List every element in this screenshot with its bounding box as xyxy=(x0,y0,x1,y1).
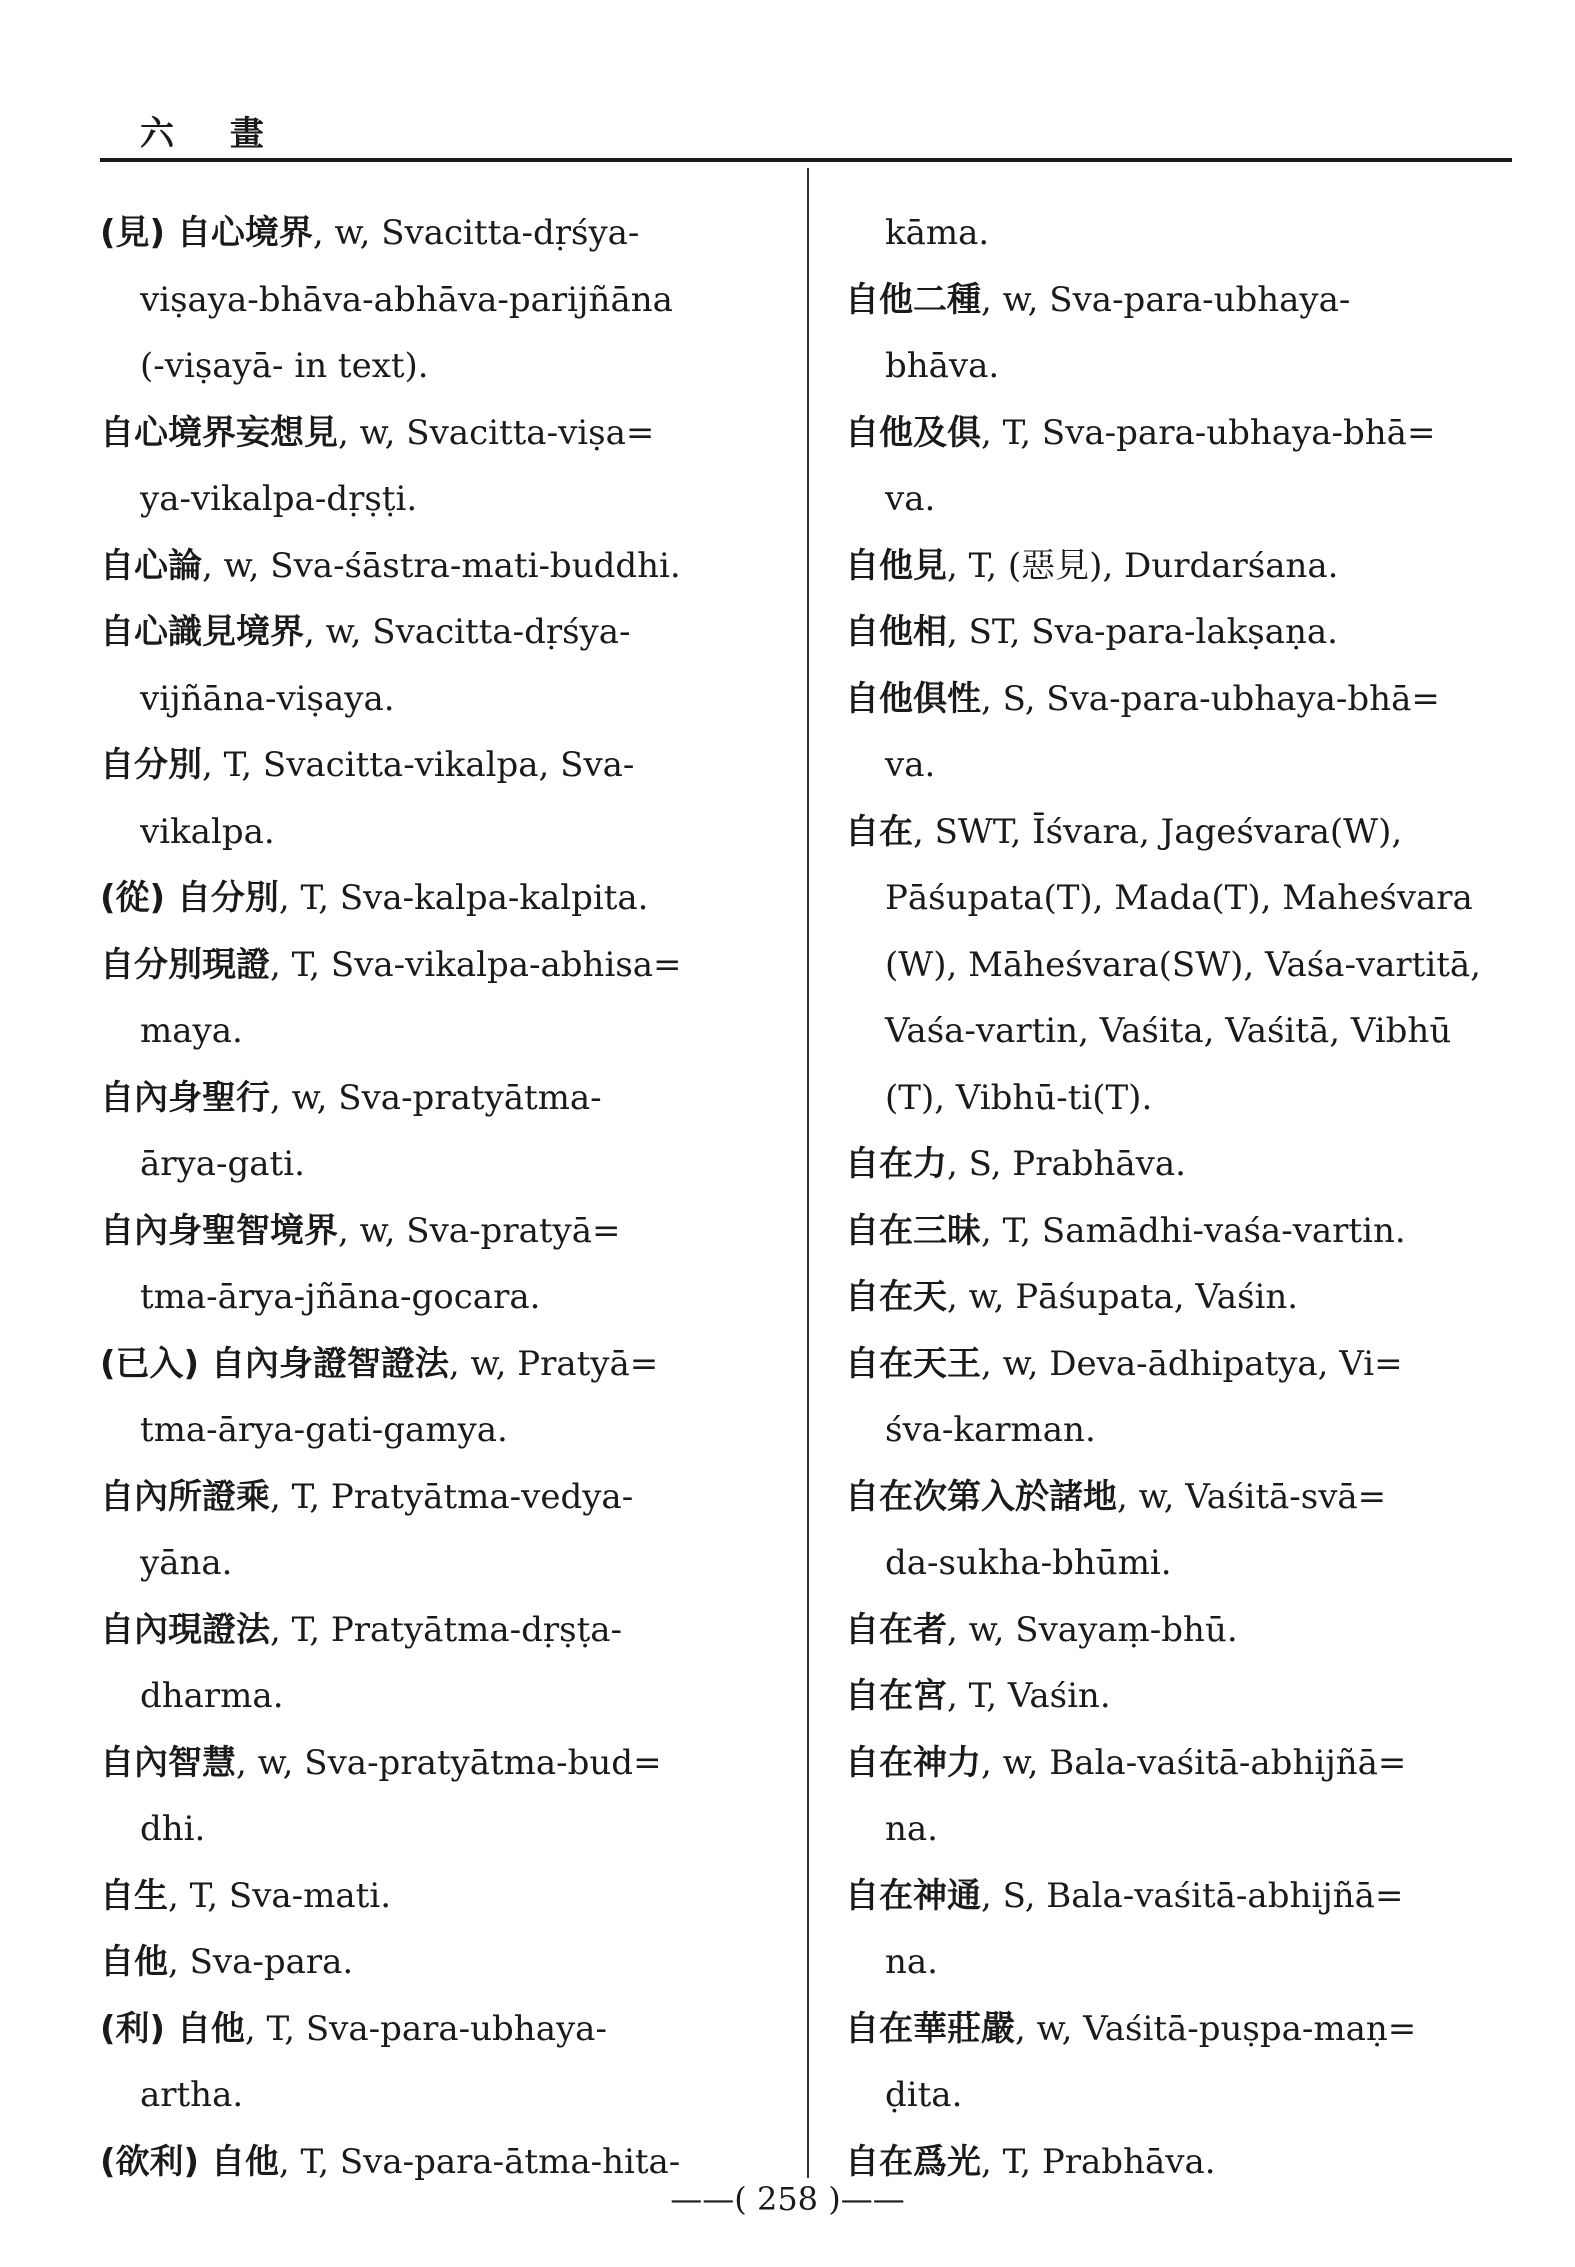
dictionary-entry xyxy=(845,1198,1525,1265)
entry-continuation xyxy=(100,666,780,733)
entry-continuation xyxy=(845,1065,1525,1132)
entry-continuation xyxy=(100,1131,780,1198)
entry-term: 自在天王 xyxy=(845,1343,981,1384)
entry-continuation xyxy=(845,1530,1525,1597)
entry-definition: , T, Sva-mati. xyxy=(168,1875,392,1916)
entry-definition: , T, Samādhi-vaśa-vartin. xyxy=(981,1210,1406,1251)
entry-term: (欲利) 自他 xyxy=(100,2141,279,2182)
entry-continuation xyxy=(100,998,780,1065)
entry-definition: , w, Sva-pratyātma- xyxy=(270,1077,602,1118)
entry-continuation xyxy=(100,1264,780,1331)
entry-continuation xyxy=(845,1796,1525,1863)
entry-text: maya. xyxy=(140,1011,243,1051)
entry-definition: , w, Svacitta-viṣa= xyxy=(338,412,655,453)
left-column xyxy=(100,200,780,2195)
entry-definition: , T, Pratyātma-vedya- xyxy=(270,1476,634,1517)
entry-continuation xyxy=(845,932,1525,999)
entry-definition: , T, Sva-para-ubhaya-bhā= xyxy=(981,412,1436,453)
entry-definition: , w, Sva-pratyātma-bud= xyxy=(236,1742,662,1783)
entry-text: vijñāna-viṣaya. xyxy=(140,678,395,719)
dictionary-entry xyxy=(100,865,780,932)
dictionary-entry xyxy=(845,400,1525,467)
dictionary-entry xyxy=(845,533,1525,600)
dictionary-entry xyxy=(100,599,780,666)
entry-text: ārya-gati. xyxy=(140,1144,305,1184)
entry-text: viṣaya-bhāva-abhāva-parijñāna xyxy=(140,279,673,320)
entry-continuation xyxy=(100,1530,780,1597)
entry-text: śva-karman. xyxy=(885,1410,1096,1450)
dictionary-entry xyxy=(100,1929,780,1996)
entry-term: 自在神力 xyxy=(845,1742,981,1783)
entry-definition: , T, Svacitta-vikalpa, Sva- xyxy=(202,745,635,785)
entry-term: 自在 xyxy=(845,811,913,852)
entry-definition: , w, Svacitta-dṛśya- xyxy=(312,213,640,253)
entry-term: 自在神通 xyxy=(845,1875,981,1916)
entry-text: tma-ārya-gati-gamya. xyxy=(140,1410,508,1450)
entry-definition: , w, Pratyā= xyxy=(448,1343,659,1384)
entry-term: 自他俱性 xyxy=(845,678,981,719)
right-column xyxy=(845,200,1525,2195)
entry-definition: , w, Sva-para-ubhaya- xyxy=(981,279,1351,320)
entry-term: 自他相 xyxy=(845,612,947,652)
entry-continuation xyxy=(100,466,780,533)
page-title: 六 畫 xyxy=(140,114,286,154)
entry-term: 自他 xyxy=(100,1942,168,1982)
entry-term: 自心境界妄想見 xyxy=(100,412,338,453)
entry-term: 自他見 xyxy=(845,545,947,586)
entry-term: 自在者 xyxy=(845,1609,947,1650)
dictionary-entry xyxy=(845,1264,1525,1331)
dictionary-entry xyxy=(845,599,1525,666)
entry-term: (利) 自他 xyxy=(100,2008,245,2049)
entry-continuation xyxy=(845,466,1525,533)
entry-text: (T), Vibhū-ti(T). xyxy=(885,1077,1153,1118)
entry-continuation xyxy=(845,865,1525,932)
dictionary-entry xyxy=(845,1996,1525,2063)
entry-term: 自心識見境界 xyxy=(100,612,304,652)
entry-continuation xyxy=(100,333,780,400)
entry-text: dhi. xyxy=(140,1809,206,1849)
dictionary-entry xyxy=(100,1996,780,2063)
entry-term: 自心論 xyxy=(100,545,202,586)
header-rule xyxy=(100,158,1512,162)
entry-text: tma-ārya-jñāna-gocara. xyxy=(140,1277,541,1317)
entry-text: va. xyxy=(885,479,936,519)
dictionary-entry xyxy=(100,1065,780,1132)
entry-text: yāna. xyxy=(140,1543,233,1583)
entry-continuation xyxy=(100,2062,780,2129)
entry-definition: , w, Sva-pratyā= xyxy=(338,1210,621,1251)
dictionary-entry xyxy=(100,200,780,267)
dictionary-entry xyxy=(100,533,780,600)
entry-definition: , w, Bala-vaśitā-abhijñā= xyxy=(981,1742,1407,1783)
entry-text: dharma. xyxy=(140,1676,284,1716)
entry-term: 自內所證乘 xyxy=(100,1476,270,1517)
dictionary-entry xyxy=(845,1730,1525,1797)
entry-definition: , T, Prabhāva. xyxy=(981,2141,1216,2182)
entry-term: 自生 xyxy=(100,1875,168,1916)
dictionary-entry xyxy=(100,400,780,467)
entry-continuation xyxy=(845,2062,1525,2129)
entry-definition: , T, Sva-para-ātma-hita- xyxy=(278,2141,681,2182)
dictionary-entry xyxy=(100,1464,780,1531)
entry-definition: , Sva-para. xyxy=(168,1942,354,1982)
entry-term: 自內智慧 xyxy=(100,1742,236,1783)
entry-definition: , S, Sva-para-ubhaya-bhā= xyxy=(981,678,1440,719)
entry-term: (從) 自分別 xyxy=(100,878,279,918)
entry-definition: , T, Sva-para-ubhaya- xyxy=(244,2008,607,2049)
entry-term: 自在宮 xyxy=(845,1676,947,1716)
entry-term: 自在天 xyxy=(845,1277,947,1317)
entry-definition: , w, Pāśupata, Vaśin. xyxy=(947,1277,1299,1317)
entry-continuation xyxy=(845,998,1525,1065)
entry-definition: , T, Sva-kalpa-kalpita. xyxy=(278,878,649,918)
entry-term: 自在次第入於諸地 xyxy=(845,1476,1117,1517)
dictionary-entry xyxy=(845,1464,1525,1531)
page-number: ——( 258 )—— xyxy=(670,2180,905,2218)
entry-term: 自內現證法 xyxy=(100,1609,270,1650)
entry-term: 自他二種 xyxy=(845,279,981,320)
entry-term: 自在華莊嚴 xyxy=(845,2008,1015,2049)
entry-term: 自在力 xyxy=(845,1144,947,1184)
entry-text: na. xyxy=(885,1809,938,1849)
dictionary-entry xyxy=(100,1198,780,1265)
entry-term: 自分別現證 xyxy=(100,944,270,985)
entry-text: artha. xyxy=(140,2075,244,2115)
entry-text: vikalpa. xyxy=(140,811,275,852)
entry-term: 自在三昧 xyxy=(845,1210,981,1251)
entry-text: kāma. xyxy=(885,213,990,253)
entry-definition: , w, Svayaṃ-bhū. xyxy=(947,1609,1238,1650)
entry-term: 自他及俱 xyxy=(845,412,981,453)
entry-text: (W), Māheśvara(SW), Vaśa-vartitā, xyxy=(885,944,1481,985)
dictionary-entry xyxy=(845,1663,1525,1730)
entry-continuation xyxy=(845,1397,1525,1464)
dictionary-entry xyxy=(100,732,780,799)
entry-text: ya-vikalpa-dṛṣṭi. xyxy=(140,479,418,519)
entry-text: na. xyxy=(885,1942,938,1982)
dictionary-entry xyxy=(100,932,780,999)
entry-term: 自分別 xyxy=(100,745,202,785)
entry-term: (已入) 自內身證智證法 xyxy=(100,1343,449,1384)
dictionary-entry xyxy=(100,1331,780,1398)
entry-definition: , w, Vaśitā-puṣpa-maṇ= xyxy=(1015,2008,1417,2049)
entry-definition: , T, (惡見), Durdarśana. xyxy=(947,545,1339,586)
dictionary-entry xyxy=(845,267,1525,334)
entry-definition: , T, Sva-vikalpa-abhisa= xyxy=(270,944,682,985)
entry-continuation xyxy=(100,799,780,866)
entry-continuation xyxy=(100,1397,780,1464)
entry-definition: , w, Sva-śāstra-mati-buddhi. xyxy=(202,545,681,586)
entry-continuation xyxy=(100,1796,780,1863)
entry-continuation xyxy=(100,1663,780,1730)
entry-continuation xyxy=(845,333,1525,400)
entry-term: 自內身聖智境界 xyxy=(100,1210,338,1251)
entry-term: 自內身聖行 xyxy=(100,1077,270,1118)
entry-definition: , S, Bala-vaśitā-abhijñā= xyxy=(981,1875,1404,1916)
entry-definition: , w, Deva-ādhipatya, Vi= xyxy=(981,1343,1403,1384)
dictionary-entry xyxy=(100,1730,780,1797)
dictionary-entry xyxy=(100,1597,780,1664)
column-divider xyxy=(807,168,809,2178)
entry-definition: , T, Pratyātma-dṛṣṭa- xyxy=(270,1609,623,1650)
dictionary-entry xyxy=(100,1863,780,1930)
page-header xyxy=(100,100,1512,160)
dictionary-entry xyxy=(845,1331,1525,1398)
entry-definition: , T, Vaśin. xyxy=(947,1676,1111,1716)
entry-continuation xyxy=(100,267,780,334)
entry-continuation xyxy=(845,200,1525,267)
entry-definition: , ST, Sva-para-lakṣaṇa. xyxy=(947,612,1338,652)
entry-text: Pāśupata(T), Mada(T), Maheśvara xyxy=(885,878,1473,918)
entry-definition: , SWT, Īśvara, Jageśvara(W), xyxy=(913,811,1403,852)
entry-continuation xyxy=(845,1929,1525,1996)
dictionary-entry xyxy=(845,666,1525,733)
entry-text: ḍita. xyxy=(885,2075,963,2115)
entry-term: (見) 自心境界 xyxy=(100,213,313,253)
entry-text: (-viṣayā- in text). xyxy=(140,346,429,386)
entry-text: bhāva. xyxy=(885,346,1000,386)
entry-continuation xyxy=(845,732,1525,799)
entry-text: va. xyxy=(885,745,936,785)
dictionary-entry xyxy=(845,1131,1525,1198)
entry-definition: , S, Prabhāva. xyxy=(947,1144,1186,1184)
dictionary-entry xyxy=(845,1863,1525,1930)
dictionary-entry xyxy=(845,1597,1525,1664)
entry-text: da-sukha-bhūmi. xyxy=(885,1543,1172,1583)
entry-text: Vaśa-vartin, Vaśita, Vaśitā, Vibhū xyxy=(885,1011,1452,1051)
entry-definition: , w, Svacitta-dṛśya- xyxy=(304,612,631,652)
dictionary-entry xyxy=(845,799,1525,866)
entry-definition: , w, Vaśitā-svā= xyxy=(1117,1476,1387,1517)
entry-term: 自在爲光 xyxy=(845,2141,981,2182)
